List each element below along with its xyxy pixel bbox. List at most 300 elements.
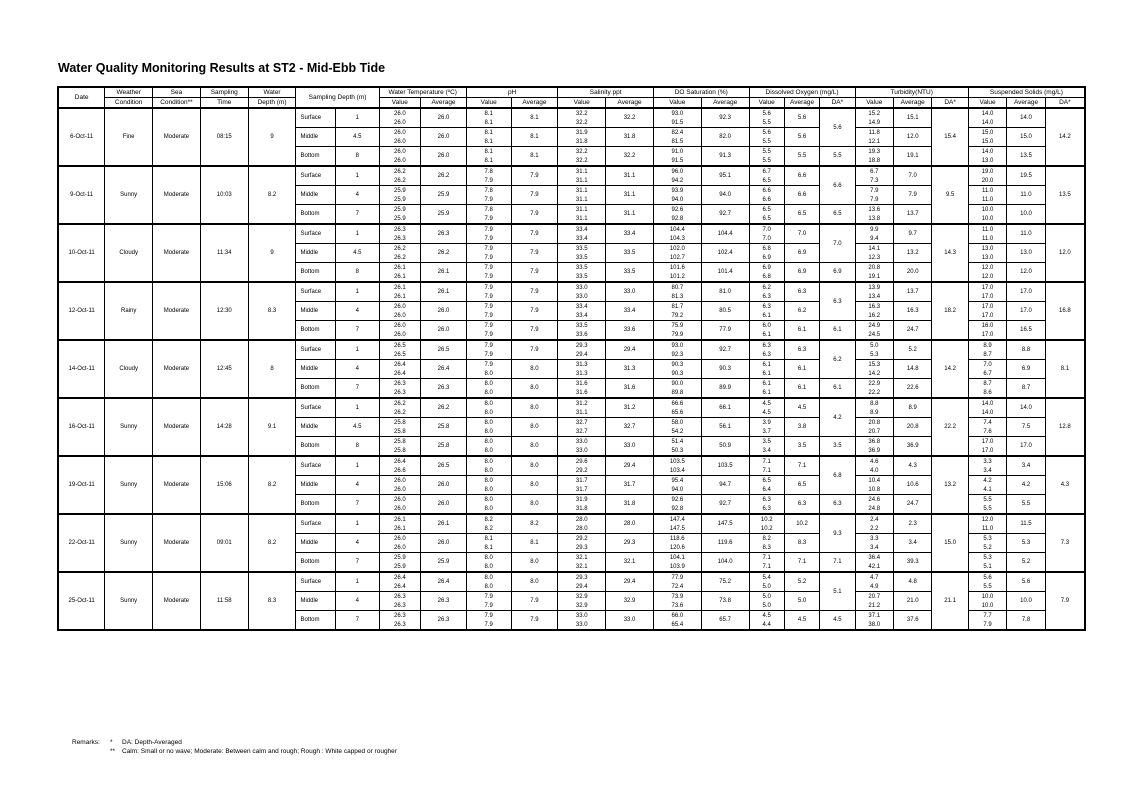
salinity-value-cell: 33.0 (558, 611, 606, 621)
do-saturation-value-cell: 103.5 (653, 456, 701, 466)
ph-value-cell: 7.9 (466, 176, 511, 186)
salinity-value-cell: 29.4 (558, 350, 606, 360)
temperature-value-cell: 26.2 (379, 398, 421, 408)
dissolved-oxygen-average-cell: 6.3 (784, 340, 819, 360)
suspended-solids-value-cell: 5.2 (968, 543, 1006, 553)
do-saturation-value-cell: 79.9 (653, 330, 701, 340)
salinity-average-cell: 32.1 (606, 553, 654, 573)
temperature-average-cell: 26.2 (421, 166, 467, 186)
turbidity-average-cell: 10.6 (894, 476, 932, 495)
dissolved-oxygen-value-cell: 6.3 (749, 302, 784, 312)
salinity-average-cell: 28.0 (606, 514, 654, 534)
ph-average-cell: 7.9 (511, 340, 558, 360)
dissolved-oxygen-value-cell: 5.4 (749, 572, 784, 582)
sampling-depth-cell: 1 (335, 572, 379, 592)
ph-value-cell: 7.9 (466, 195, 511, 205)
salinity-value-cell: 31.1 (558, 176, 606, 186)
ph-value-cell: 7.9 (466, 224, 511, 234)
do-saturation-value-cell: 93.9 (653, 186, 701, 196)
dissolved-oxygen-value-cell: 10.2 (749, 524, 784, 534)
ph-value-cell: 8.0 (466, 369, 511, 379)
dissolved-oxygen-value-cell: 3.9 (749, 418, 784, 428)
turbidity-value-cell: 15.2 (855, 108, 893, 118)
salinity-value-cell: 31.1 (558, 205, 606, 215)
table-row (58, 108, 1085, 118)
turbidity-da-cell: 9.5 (932, 166, 968, 224)
salinity-value-cell: 29.4 (558, 582, 606, 592)
suspended-solids-average-cell: 11.0 (1007, 186, 1045, 205)
salinity-value-cell: 31.2 (558, 398, 606, 408)
temperature-value-cell: 25.9 (379, 562, 421, 572)
sampling-time-cell: 14:28 (200, 398, 248, 456)
turbidity-value-cell: 20.8 (855, 263, 893, 273)
suspended-solids-value-cell: 7.0 (968, 360, 1006, 370)
dissolved-oxygen-value-cell: 3.4 (749, 446, 784, 456)
dissolved-oxygen-da-cell: 4.5 (820, 611, 855, 631)
temperature-value-cell: 26.1 (379, 514, 421, 524)
do-saturation-average-cell: 89.9 (701, 379, 749, 399)
sampling-time-cell: 09:01 (200, 514, 248, 572)
sea-condition-cell: Moderate (153, 108, 201, 166)
temperature-average-cell: 26.0 (421, 128, 467, 147)
header-average: Average (894, 98, 932, 109)
date-cell: 9-Oct-11 (58, 166, 105, 224)
turbidity-value-cell: 15.3 (855, 360, 893, 370)
turbidity-value-cell: 19.3 (855, 147, 893, 157)
do-saturation-value-cell: 58.0 (653, 418, 701, 428)
turbidity-value-cell: 4.6 (855, 456, 893, 466)
header-sea-sub: Condition** (153, 98, 201, 109)
turbidity-value-cell: 7.3 (855, 176, 893, 186)
turbidity-value-cell: 4.0 (855, 466, 893, 476)
salinity-value-cell: 32.2 (558, 156, 606, 166)
turbidity-value-cell: 3.3 (855, 534, 893, 544)
do-saturation-value-cell: 81.5 (653, 137, 701, 147)
do-saturation-value-cell: 82.4 (653, 128, 701, 138)
suspended-solids-average-cell: 13.0 (1007, 244, 1045, 263)
ph-value-cell: 8.1 (466, 108, 511, 118)
weather-cell: Sunny (105, 572, 153, 630)
water-depth-cell: 8 (248, 340, 296, 398)
turbidity-value-cell: 12.1 (855, 137, 893, 147)
dissolved-oxygen-da-cell: 3.5 (820, 437, 855, 457)
suspended-solids-value-cell: 13.0 (968, 244, 1006, 254)
turbidity-average-cell: 15.1 (894, 108, 932, 128)
turbidity-average-cell: 19.1 (894, 147, 932, 167)
dissolved-oxygen-value-cell: 5.5 (749, 118, 784, 128)
turbidity-value-cell: 24.6 (855, 495, 893, 505)
salinity-value-cell: 31.1 (558, 166, 606, 176)
do-saturation-value-cell: 54.2 (653, 427, 701, 437)
salinity-value-cell: 31.1 (558, 214, 606, 224)
salinity-value-cell: 33.5 (558, 244, 606, 254)
turbidity-value-cell: 20.7 (855, 592, 893, 602)
temperature-value-cell: 26.0 (379, 147, 421, 157)
ph-value-cell: 7.9 (466, 620, 511, 630)
temperature-value-cell: 26.5 (379, 340, 421, 350)
weather-cell: Sunny (105, 166, 153, 224)
ph-value-cell: 7.9 (466, 321, 511, 331)
salinity-average-cell: 29.4 (606, 456, 654, 476)
suspended-solids-value-cell: 5.3 (968, 553, 1006, 563)
do-saturation-value-cell: 104.3 (653, 234, 701, 244)
salinity-average-cell: 33.4 (606, 302, 654, 321)
suspended-solids-value-cell: 3.3 (968, 456, 1006, 466)
ph-value-cell: 7.9 (466, 244, 511, 254)
sampling-time-cell: 08:15 (200, 108, 248, 166)
salinity-value-cell: 28.0 (558, 524, 606, 534)
salinity-average-cell: 31.1 (606, 186, 654, 205)
salinity-value-cell: 28.0 (558, 514, 606, 524)
temperature-average-cell: 26.2 (421, 244, 467, 263)
temperature-value-cell: 26.6 (379, 466, 421, 476)
ph-average-cell: 7.9 (511, 205, 558, 225)
sampling-depth-cell: 1 (335, 108, 379, 128)
dissolved-oxygen-average-cell: 6.5 (784, 205, 819, 225)
suspended-solids-value-cell: 17.0 (968, 330, 1006, 340)
temperature-value-cell: 26.3 (379, 620, 421, 630)
sampling-depth-cell: 1 (335, 224, 379, 244)
turbidity-value-cell: 8.8 (855, 398, 893, 408)
ph-average-cell: 7.9 (511, 592, 558, 611)
ph-value-cell: 7.9 (466, 263, 511, 273)
sampling-position-cell: Surface (296, 282, 335, 302)
turbidity-average-cell: 3.4 (894, 534, 932, 553)
ph-value-cell: 7.9 (466, 350, 511, 360)
salinity-average-cell: 33.4 (606, 224, 654, 244)
dissolved-oxygen-da-cell: 6.6 (820, 166, 855, 205)
turbidity-value-cell: 42.1 (855, 562, 893, 572)
temperature-value-cell: 26.4 (379, 582, 421, 592)
dissolved-oxygen-value-cell: 7.0 (749, 234, 784, 244)
salinity-value-cell: 32.1 (558, 562, 606, 572)
dissolved-oxygen-value-cell: 6.1 (749, 360, 784, 370)
sampling-depth-cell: 1 (335, 340, 379, 360)
header-average: Average (784, 98, 819, 109)
dissolved-oxygen-value-cell: 6.4 (749, 485, 784, 495)
ph-value-cell: 7.9 (466, 592, 511, 602)
turbidity-value-cell: 14.2 (855, 369, 893, 379)
header-water-depth-sub: Depth (m) (248, 98, 296, 109)
header-group-suspended-solids: Suspended Solids (mg/L) (968, 87, 1085, 98)
salinity-value-cell: 33.0 (558, 620, 606, 630)
table-row (58, 282, 1085, 292)
suspended-solids-average-cell: 3.4 (1007, 456, 1045, 476)
water-depth-cell: 8.2 (248, 166, 296, 224)
do-saturation-value-cell: 104.1 (653, 553, 701, 563)
dissolved-oxygen-value-cell: 7.1 (749, 553, 784, 563)
suspended-solids-average-cell: 10.0 (1007, 205, 1045, 225)
suspended-solids-da-cell: 16.8 (1045, 282, 1085, 340)
dissolved-oxygen-average-cell: 6.6 (784, 186, 819, 205)
do-saturation-value-cell: 93.0 (653, 340, 701, 350)
temperature-value-cell: 26.1 (379, 524, 421, 534)
weather-cell: Sunny (105, 398, 153, 456)
turbidity-average-cell: 5.2 (894, 340, 932, 360)
do-saturation-value-cell: 101.6 (653, 263, 701, 273)
suspended-solids-average-cell: 14.0 (1007, 398, 1045, 418)
do-saturation-value-cell: 90.3 (653, 360, 701, 370)
temperature-average-cell: 26.4 (421, 572, 467, 592)
dissolved-oxygen-da-cell: 6.1 (820, 321, 855, 341)
temperature-value-cell: 26.3 (379, 379, 421, 389)
salinity-average-cell: 29.4 (606, 340, 654, 360)
suspended-solids-da-cell: 12.8 (1045, 398, 1085, 456)
do-saturation-value-cell: 94.0 (653, 485, 701, 495)
do-saturation-value-cell: 101.2 (653, 272, 701, 282)
ph-value-cell: 8.0 (466, 388, 511, 398)
do-saturation-average-cell: 104.4 (701, 224, 749, 244)
turbidity-value-cell: 5.3 (855, 350, 893, 360)
header-average: Average (511, 98, 558, 109)
ph-average-cell: 8.0 (511, 476, 558, 495)
suspended-solids-average-cell: 5.5 (1007, 495, 1045, 515)
sampling-position-cell: Bottom (296, 495, 335, 515)
sea-condition-cell: Moderate (153, 166, 201, 224)
dissolved-oxygen-value-cell: 6.1 (749, 369, 784, 379)
ph-value-cell: 7.9 (466, 330, 511, 340)
temperature-average-cell: 26.0 (421, 476, 467, 495)
dissolved-oxygen-value-cell: 7.1 (749, 562, 784, 572)
sampling-depth-cell: 7 (335, 379, 379, 399)
suspended-solids-value-cell: 11.0 (968, 224, 1006, 234)
header-date: Date (58, 87, 105, 108)
ph-value-cell: 8.0 (466, 456, 511, 466)
sampling-position-cell: Bottom (296, 611, 335, 631)
dissolved-oxygen-average-cell: 5.5 (784, 147, 819, 167)
sampling-position-cell: Bottom (296, 147, 335, 167)
sampling-depth-cell: 7 (335, 553, 379, 573)
sampling-position-cell: Middle (296, 534, 335, 553)
sampling-depth-cell: 7 (335, 495, 379, 515)
sampling-depth-cell: 7 (335, 321, 379, 341)
dissolved-oxygen-average-cell: 6.5 (784, 476, 819, 495)
turbidity-value-cell: 24.5 (855, 330, 893, 340)
suspended-solids-average-cell: 14.0 (1007, 108, 1045, 128)
sampling-position-cell: Surface (296, 340, 335, 360)
salinity-average-cell: 33.5 (606, 244, 654, 263)
salinity-value-cell: 32.1 (558, 553, 606, 563)
weather-cell: Cloudy (105, 224, 153, 282)
do-saturation-average-cell: 82.0 (701, 128, 749, 147)
do-saturation-average-cell: 73.8 (701, 592, 749, 611)
suspended-solids-average-cell: 10.0 (1007, 592, 1045, 611)
turbidity-average-cell: 13.2 (894, 244, 932, 263)
ph-value-cell: 7.9 (466, 360, 511, 370)
sampling-depth-cell: 4.5 (335, 128, 379, 147)
suspended-solids-value-cell: 16.0 (968, 321, 1006, 331)
turbidity-value-cell: 4.9 (855, 582, 893, 592)
table-body (58, 108, 1085, 630)
weather-cell: Sunny (105, 514, 153, 572)
suspended-solids-value-cell: 8.7 (968, 379, 1006, 389)
temperature-value-cell: 25.8 (379, 427, 421, 437)
do-saturation-average-cell: 94.7 (701, 476, 749, 495)
turbidity-value-cell: 3.4 (855, 543, 893, 553)
ph-value-cell: 8.2 (466, 524, 511, 534)
suspended-solids-average-cell: 12.0 (1007, 263, 1045, 283)
salinity-average-cell: 31.1 (606, 205, 654, 225)
sampling-depth-cell: 8 (335, 263, 379, 283)
suspended-solids-value-cell: 7.7 (968, 611, 1006, 621)
temperature-value-cell: 26.3 (379, 611, 421, 621)
do-saturation-value-cell: 73.6 (653, 601, 701, 611)
sampling-depth-cell: 1 (335, 514, 379, 534)
sampling-position-cell: Surface (296, 108, 335, 128)
turbidity-value-cell: 38.0 (855, 620, 893, 630)
dissolved-oxygen-value-cell: 6.9 (749, 263, 784, 273)
header-group-temperature: Water Temperature (ºC) (379, 87, 466, 98)
dissolved-oxygen-value-cell: 6.8 (749, 244, 784, 254)
temperature-value-cell: 26.2 (379, 166, 421, 176)
remark-note-1: DA: Depth-Averaged (122, 739, 182, 746)
dissolved-oxygen-average-cell: 6.9 (784, 263, 819, 283)
dissolved-oxygen-value-cell: 6.6 (749, 195, 784, 205)
sampling-depth-cell: 4 (335, 360, 379, 379)
dissolved-oxygen-da-cell: 4.2 (820, 398, 855, 437)
table-row (58, 514, 1085, 524)
suspended-solids-value-cell: 5.1 (968, 562, 1006, 572)
water-depth-cell: 8.2 (248, 514, 296, 572)
ph-value-cell: 8.0 (466, 408, 511, 418)
dissolved-oxygen-average-cell: 3.8 (784, 418, 819, 437)
sampling-time-cell: 11:58 (200, 572, 248, 630)
sampling-position-cell: Bottom (296, 553, 335, 573)
dissolved-oxygen-value-cell: 4.4 (749, 620, 784, 630)
temperature-average-cell: 26.0 (421, 302, 467, 321)
ph-value-cell: 8.1 (466, 543, 511, 553)
suspended-solids-average-cell: 8.8 (1007, 340, 1045, 360)
water-depth-cell: 9.1 (248, 398, 296, 456)
header-weather-sub: Condition (105, 98, 153, 109)
sampling-time-cell: 11:34 (200, 224, 248, 282)
dissolved-oxygen-average-cell: 3.5 (784, 437, 819, 457)
header-average: Average (606, 98, 654, 109)
ph-value-cell: 7.9 (466, 214, 511, 224)
header-average: Average (701, 98, 749, 109)
dissolved-oxygen-value-cell: 6.1 (749, 330, 784, 340)
temperature-value-cell: 26.2 (379, 408, 421, 418)
do-saturation-average-cell: 56.1 (701, 418, 749, 437)
dissolved-oxygen-value-cell: 6.3 (749, 504, 784, 514)
dissolved-oxygen-da-cell: 5.5 (820, 147, 855, 167)
turbidity-average-cell: 4.8 (894, 572, 932, 592)
suspended-solids-value-cell: 15.0 (968, 137, 1006, 147)
weather-cell: Fine (105, 108, 153, 166)
salinity-value-cell: 33.0 (558, 292, 606, 302)
turbidity-value-cell: 22.9 (855, 379, 893, 389)
ph-average-cell: 7.9 (511, 166, 558, 186)
sea-condition-cell: Moderate (153, 572, 201, 630)
remark-note-2: Calm: Small or no wave; Moderate: Between calm and rough; Rough : White capped or rougher (122, 747, 397, 755)
suspended-solids-average-cell: 6.9 (1007, 360, 1045, 379)
turbidity-value-cell: 37.1 (855, 611, 893, 621)
do-saturation-value-cell: 90.0 (653, 379, 701, 389)
dissolved-oxygen-value-cell: 6.3 (749, 340, 784, 350)
turbidity-average-cell: 22.6 (894, 379, 932, 399)
do-saturation-value-cell: 103.9 (653, 562, 701, 572)
suspended-solids-average-cell: 16.5 (1007, 321, 1045, 341)
ph-average-cell: 8.0 (511, 360, 558, 379)
temperature-value-cell: 26.2 (379, 253, 421, 263)
salinity-value-cell: 29.3 (558, 543, 606, 553)
do-saturation-value-cell: 92.6 (653, 205, 701, 215)
suspended-solids-da-cell: 7.3 (1045, 514, 1085, 572)
ph-value-cell: 7.9 (466, 272, 511, 282)
do-saturation-value-cell: 120.6 (653, 543, 701, 553)
sea-condition-cell: Moderate (153, 514, 201, 572)
water-depth-cell: 9 (248, 224, 296, 282)
suspended-solids-value-cell: 17.0 (968, 437, 1006, 447)
header-group-turbidity: Turbidity(NTU) (855, 87, 968, 98)
suspended-solids-da-cell: 7.9 (1045, 572, 1085, 630)
header-sampling-time: Sampling (200, 87, 248, 98)
do-saturation-average-cell: 75.2 (701, 572, 749, 592)
temperature-average-cell: 26.5 (421, 456, 467, 476)
sea-condition-cell: Moderate (153, 282, 201, 340)
do-saturation-value-cell: 77.9 (653, 572, 701, 582)
temperature-average-cell: 26.1 (421, 282, 467, 302)
temperature-average-cell: 26.0 (421, 108, 467, 128)
ph-value-cell: 8.1 (466, 137, 511, 147)
temperature-value-cell: 25.9 (379, 205, 421, 215)
ph-value-cell: 7.9 (466, 292, 511, 302)
temperature-average-cell: 25.9 (421, 205, 467, 225)
salinity-average-cell: 33.5 (606, 263, 654, 283)
dissolved-oxygen-value-cell: 8.3 (749, 543, 784, 553)
turbidity-average-cell: 37.6 (894, 611, 932, 631)
suspended-solids-value-cell: 7.4 (968, 418, 1006, 428)
turbidity-value-cell: 9.9 (855, 224, 893, 234)
ph-value-cell: 7.9 (466, 601, 511, 611)
sampling-position-cell: Middle (296, 592, 335, 611)
suspended-solids-value-cell: 5.5 (968, 504, 1006, 514)
water-depth-cell: 8.3 (248, 572, 296, 630)
ph-average-cell: 8.1 (511, 147, 558, 167)
ph-value-cell: 8.0 (466, 418, 511, 428)
suspended-solids-value-cell: 8.7 (968, 350, 1006, 360)
salinity-average-cell: 31.6 (606, 379, 654, 399)
salinity-value-cell: 32.7 (558, 427, 606, 437)
suspended-solids-da-cell: 8.1 (1045, 340, 1085, 398)
temperature-value-cell: 26.3 (379, 224, 421, 234)
sampling-time-cell: 12:45 (200, 340, 248, 398)
do-saturation-average-cell: 92.7 (701, 205, 749, 225)
turbidity-value-cell: 21.2 (855, 601, 893, 611)
temperature-average-cell: 25.8 (421, 437, 467, 457)
do-saturation-value-cell: 50.3 (653, 446, 701, 456)
do-saturation-value-cell: 95.4 (653, 476, 701, 486)
temperature-value-cell: 26.0 (379, 321, 421, 331)
turbidity-average-cell: 7.0 (894, 166, 932, 186)
sea-condition-cell: Moderate (153, 224, 201, 282)
suspended-solids-average-cell: 11.0 (1007, 224, 1045, 244)
sampling-position-cell: Middle (296, 186, 335, 205)
turbidity-average-cell: 7.9 (894, 186, 932, 205)
suspended-solids-value-cell: 10.0 (968, 214, 1006, 224)
dissolved-oxygen-value-cell: 6.3 (749, 350, 784, 360)
do-saturation-value-cell: 65.6 (653, 408, 701, 418)
sampling-position-cell: Surface (296, 224, 335, 244)
table-row (58, 166, 1085, 176)
sampling-position-cell: Surface (296, 456, 335, 476)
dissolved-oxygen-value-cell: 3.5 (749, 437, 784, 447)
salinity-average-cell: 32.7 (606, 418, 654, 437)
temperature-value-cell: 26.0 (379, 156, 421, 166)
do-saturation-value-cell: 93.0 (653, 108, 701, 118)
do-saturation-average-cell: 90.3 (701, 360, 749, 379)
suspended-solids-average-cell: 11.5 (1007, 514, 1045, 534)
